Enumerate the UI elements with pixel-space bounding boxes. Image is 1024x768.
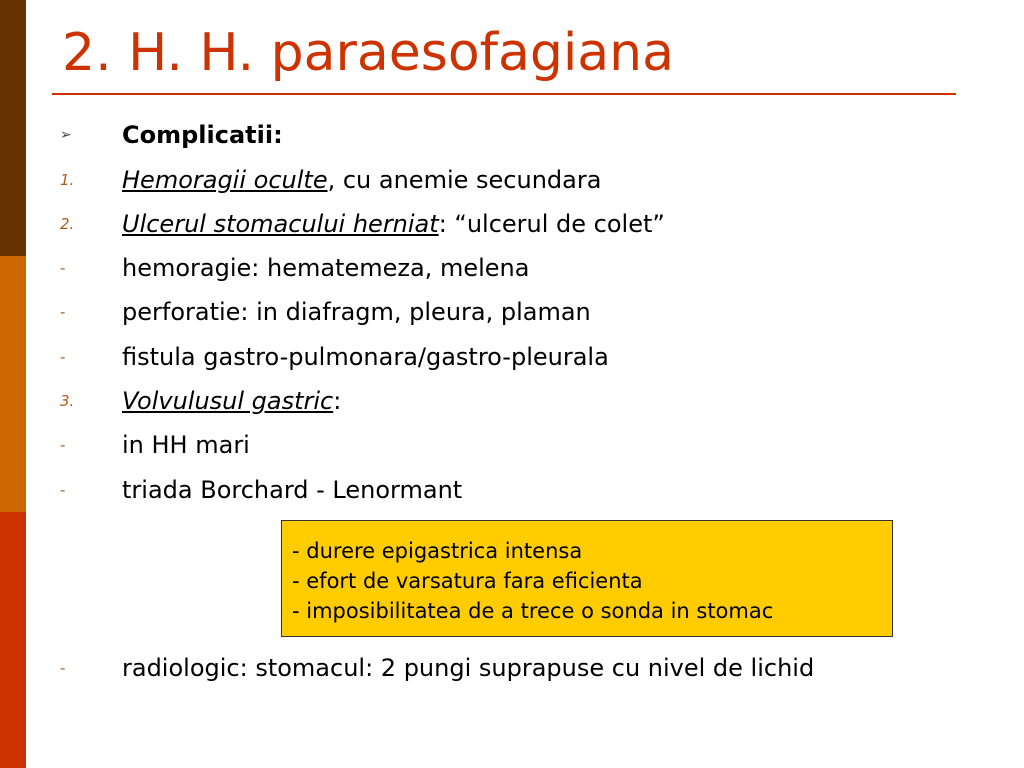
slide-title: 2. H. H. paraesofagiana bbox=[62, 23, 674, 83]
item-emphasis: Hemoragii oculte bbox=[122, 166, 328, 194]
item-text: radiologic: stomacul: 2 pungi suprapuse cu nivel de lichid bbox=[122, 654, 815, 682]
list-number: 1. bbox=[60, 171, 75, 189]
dash-bullet: - bbox=[60, 436, 66, 454]
title-underline bbox=[52, 93, 956, 95]
side-bar-bottom bbox=[0, 512, 26, 768]
box-line: - durere epigastrica intensa bbox=[292, 539, 583, 563]
dash-bullet: - bbox=[60, 348, 66, 366]
item-text: hemoragie: hematemeza, melena bbox=[122, 254, 530, 282]
item-text: perforatie: in diafragm, pleura, plaman bbox=[122, 298, 591, 326]
arrow-bullet-icon: ➢ bbox=[60, 127, 72, 143]
dash-bullet: - bbox=[60, 259, 66, 277]
highlight-box bbox=[281, 520, 893, 637]
item-text: : “ulcerul de colet” bbox=[438, 210, 665, 238]
side-bar-top bbox=[0, 0, 26, 256]
item-text: : bbox=[333, 387, 342, 415]
list-number: 2. bbox=[60, 215, 75, 233]
side-bar-middle bbox=[0, 256, 26, 512]
dash-bullet: - bbox=[60, 481, 66, 499]
item-text: , cu anemie secundara bbox=[327, 166, 602, 194]
item-emphasis: Ulcerul stomacului herniat bbox=[122, 210, 439, 238]
item-text: fistula gastro-pulmonara/gastro-pleurala bbox=[122, 343, 609, 371]
box-line: - imposibilitatea de a trece o sonda in stomac bbox=[292, 599, 774, 623]
item-text: in HH mari bbox=[122, 431, 250, 459]
dash-bullet: - bbox=[60, 659, 66, 677]
list-number: 3. bbox=[60, 392, 75, 410]
dash-bullet: - bbox=[60, 303, 66, 321]
item-emphasis: Volvulusul gastric bbox=[122, 387, 334, 415]
box-line: - efort de varsatura fara eficienta bbox=[292, 569, 643, 593]
section-heading: Complicatii: bbox=[122, 121, 283, 149]
item-text: triada Borchard - Lenormant bbox=[122, 476, 463, 504]
